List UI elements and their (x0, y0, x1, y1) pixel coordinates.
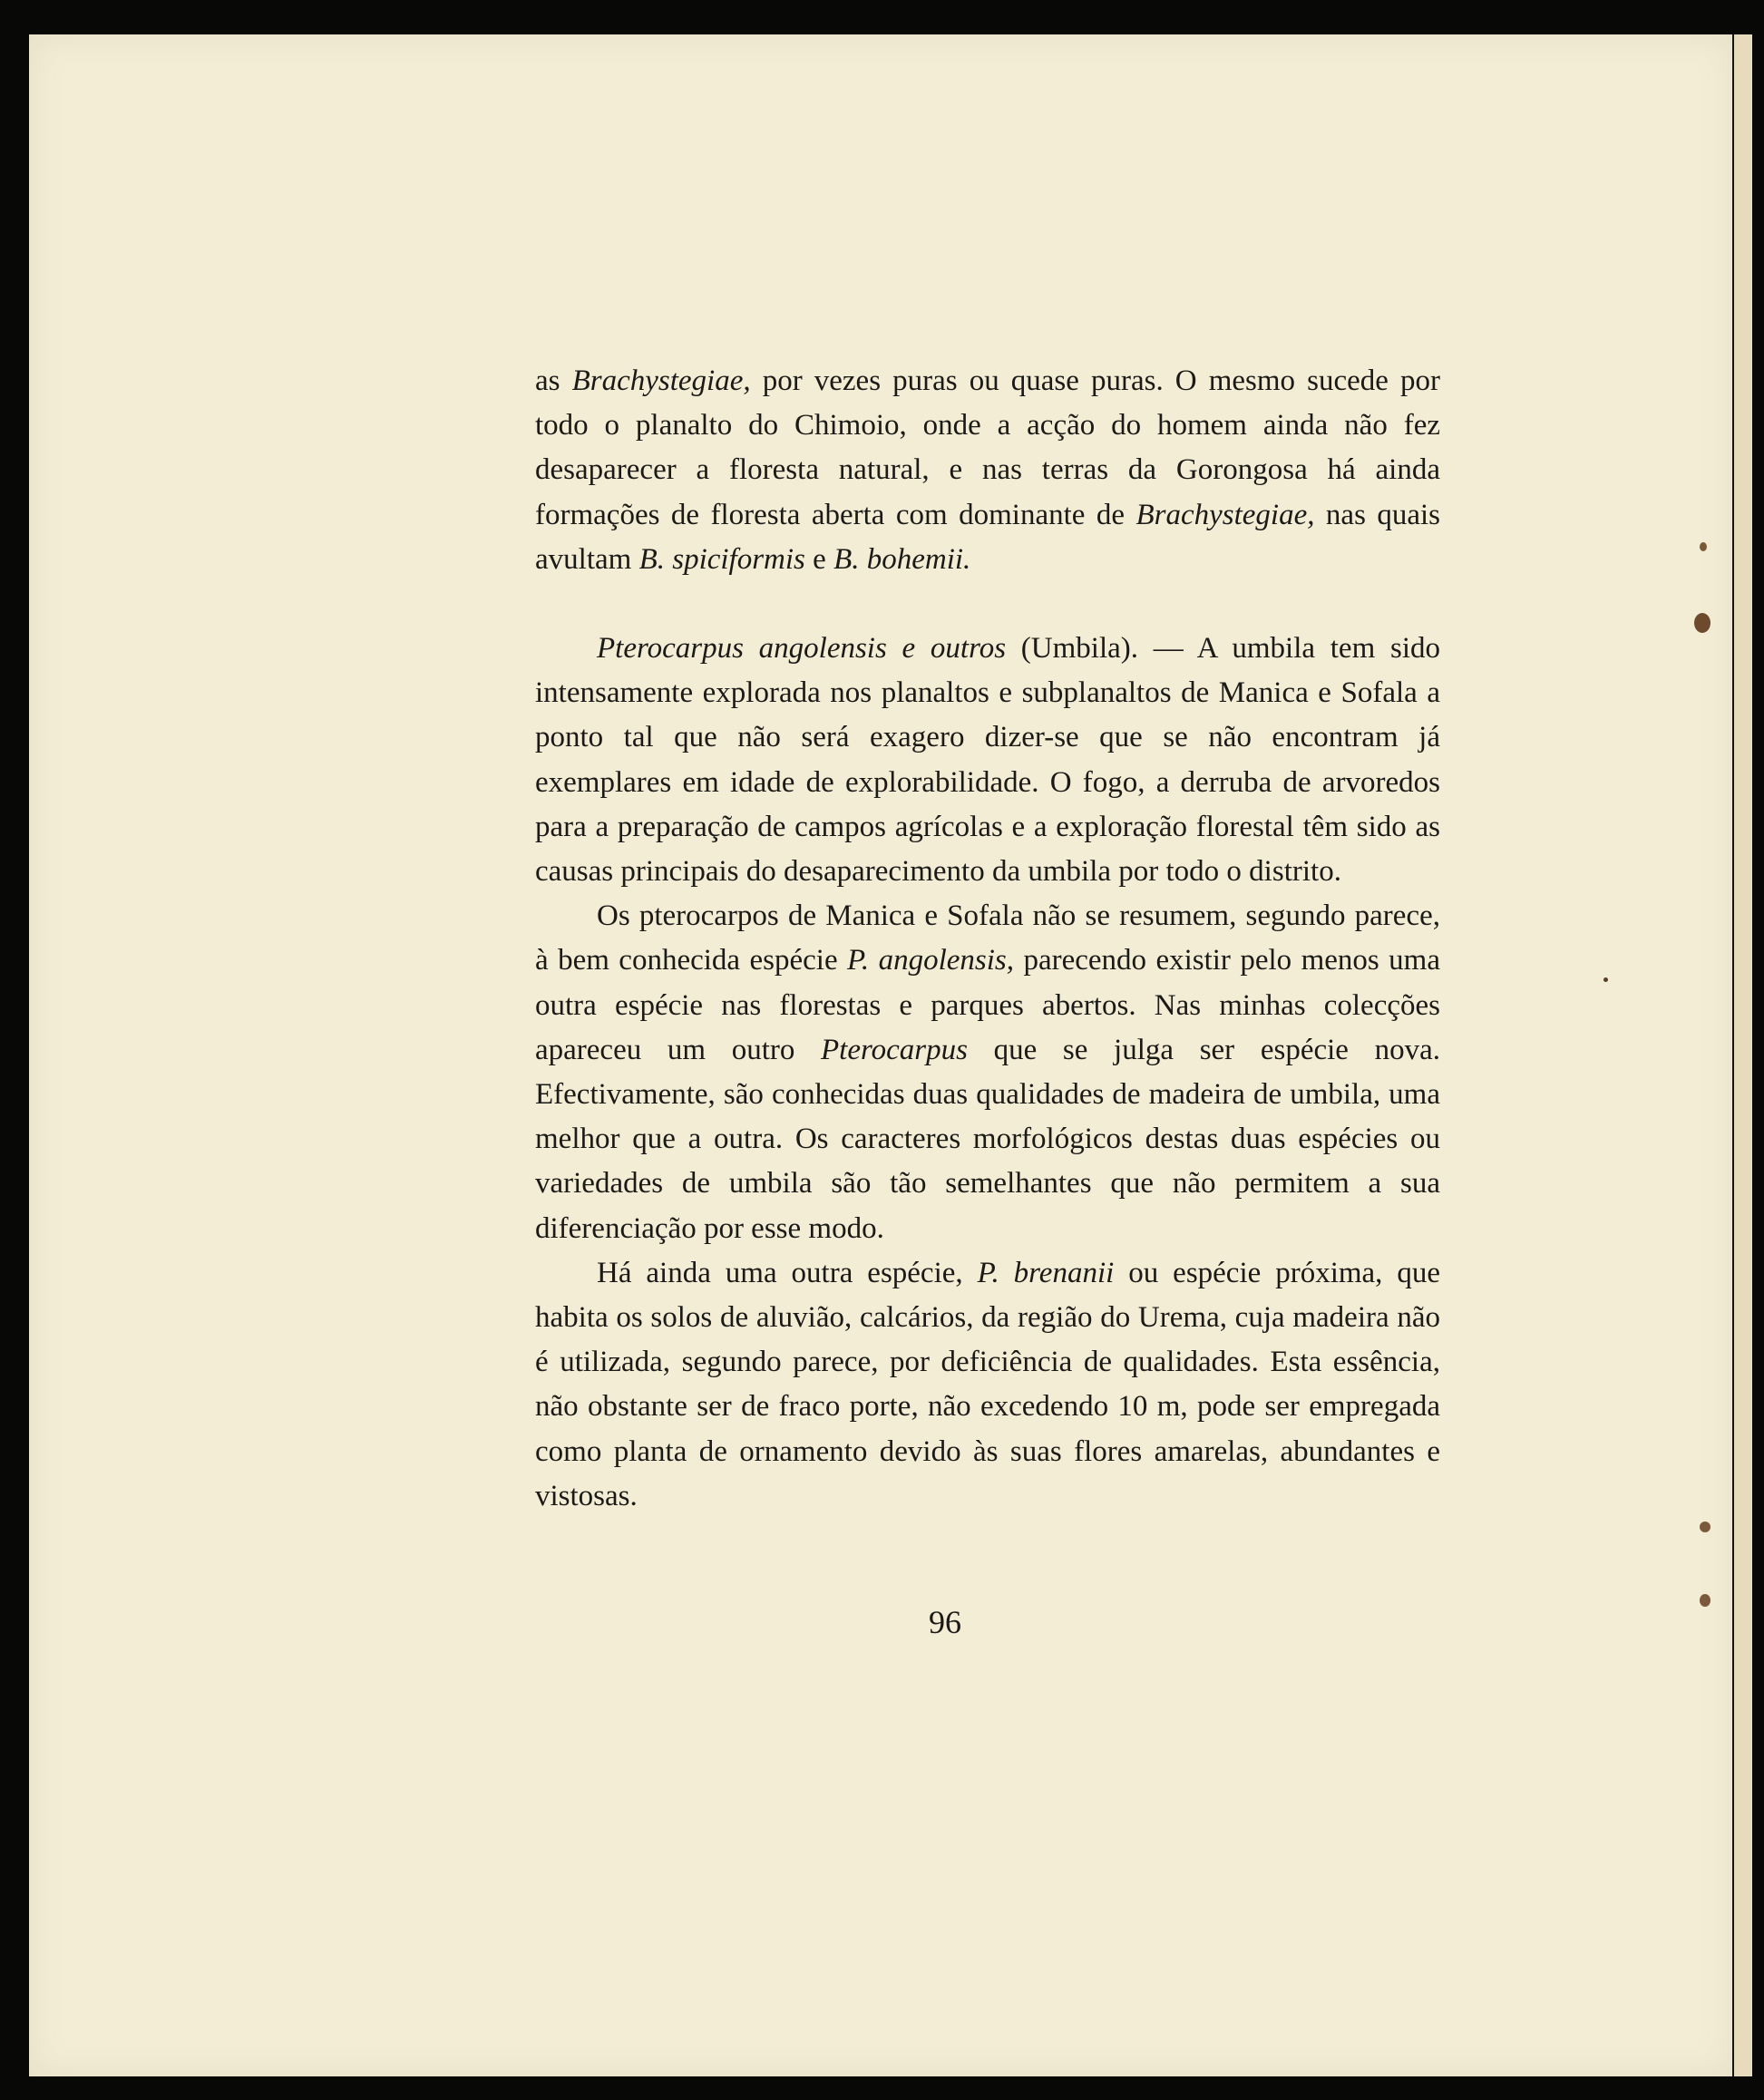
paragraph-brachystegiae (535, 359, 1440, 582)
next-page-edge (1734, 34, 1752, 2076)
book-page (29, 34, 1734, 2076)
text-run: as (535, 365, 572, 397)
italic-term: P. brenanii (977, 1256, 1115, 1289)
text-run: e (804, 542, 834, 576)
italic-term: Brachystegiae, (1135, 498, 1315, 531)
foxing-spot (1700, 542, 1707, 551)
page-number: 96 (929, 1604, 961, 1640)
paragraph-pterocarpus-heading (535, 627, 1440, 894)
text-run: nas quais avultam (535, 498, 1441, 576)
text-run: Há ainda uma outra espécie, (597, 1256, 978, 1289)
foxing-spot (1700, 1522, 1710, 1532)
text-run: por vezes puras ou quase puras. O mesmo sucede por todo o planalto do Chimoio, onde a acção do homem ainda não fez desaparecer a floresta natural, e nas terras da Gorongosa há ainda formações de floresta aberta com dominante de (535, 365, 1440, 531)
italic-term: Pterocarpus angolensis e outros (597, 632, 1007, 666)
paragraph-pterocarpos-manica (535, 894, 1440, 1251)
italic-term: B. bohemii. (833, 542, 971, 576)
text-run: parecendo existir pelo menos uma outra espécie nas florestas e parques abertos. Nas minhas colecções apareceu um outro (535, 944, 1440, 1066)
foxing-spot (1694, 613, 1710, 633)
italic-term: P. angolensis, (847, 944, 1015, 977)
italic-term: Pterocarpus (821, 1033, 968, 1066)
text-run: (Umbila). — A umbila tem sido intensamente explorada nos planaltos e subplanaltos de Manica e Sofala a ponto tal que não será exagero dizer-se que se não encontram já exemplares em idade de explorabilidade. O fogo, a derruba de arvoredos para a preparação de campos agrícolas e a exploração florestal têm sido as causas principais do desaparecimento da umbila por todo o distrito. (535, 632, 1440, 889)
foxing-spot (1700, 1594, 1710, 1607)
paragraph-p-brenanii (535, 1251, 1440, 1519)
body-text (535, 359, 1440, 1519)
italic-term: B. spiciformis (638, 542, 805, 576)
text-run: ou espécie próxima, que habita os solos de aluvião, calcários, da região do Urema, cuja madeira não é utilizada, segundo parece, por deficiência de qualidades. Esta essência, não obstante ser de fraco porte, não excedendo 10 m, pode ser empregada como planta de ornamento devido às suas flores amarelas, abundantes e vistosas. (535, 1256, 1441, 1512)
foxing-spot (1603, 977, 1608, 982)
text-run: que se julga ser espécie nova. Efectivamente, são conhecidas duas qualidades de madeira de umbila, uma melhor que a outra. Os caracteres morfológicos destas duas espécies ou variedades de umbila são tão semelhantes que não permitem a sua diferenciação por esse modo. (535, 1033, 1440, 1245)
text-run: Os pterocarpos de Manica e Sofala não se resumem, segundo parece, à bem conhecida espécie (535, 899, 1440, 977)
italic-term: Brachystegiae, (571, 365, 751, 397)
